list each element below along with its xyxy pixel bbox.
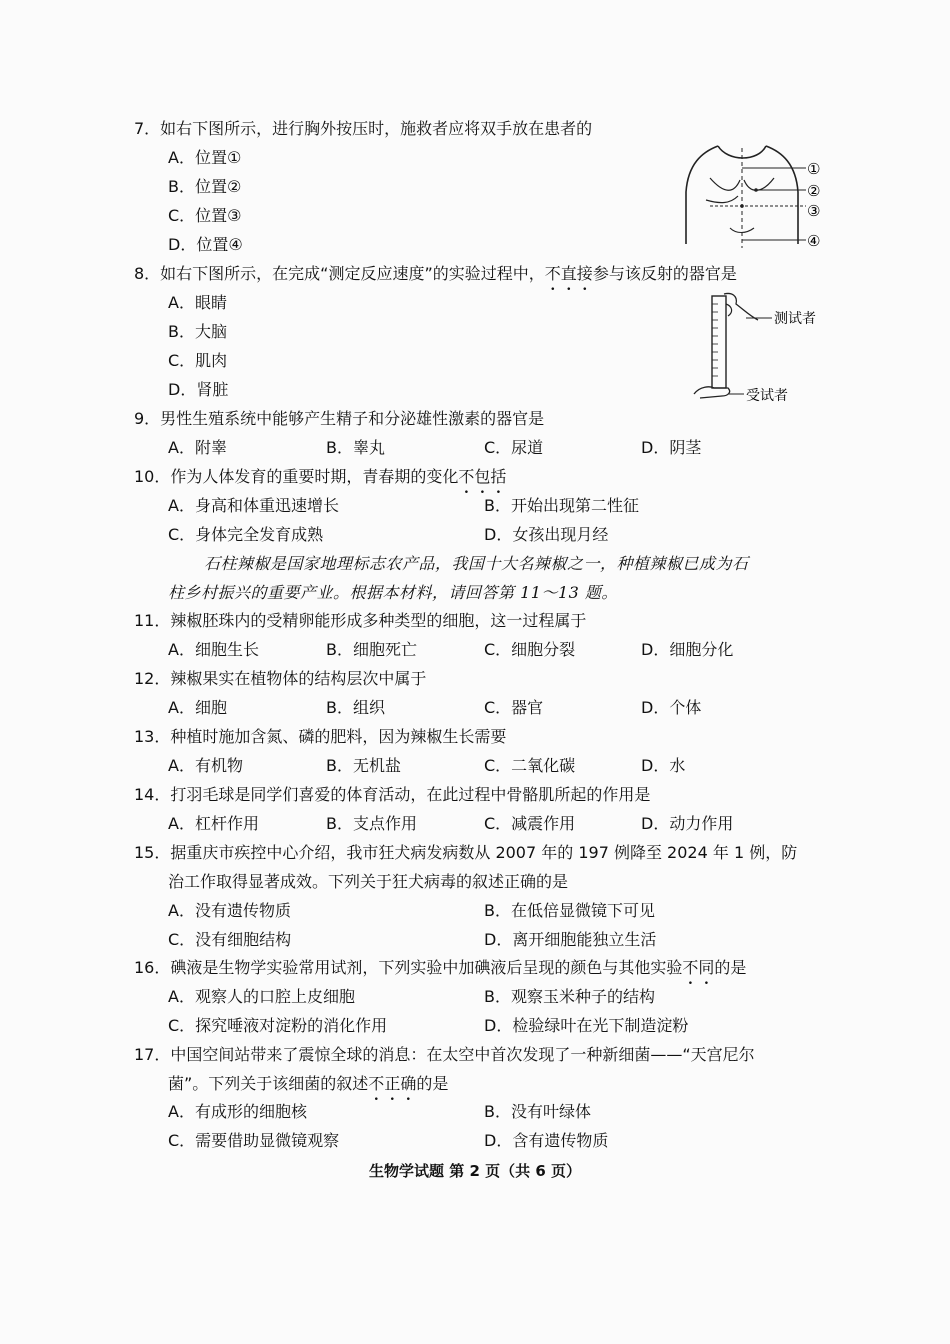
- question-10-option-c: C．身体完全发育成熟: [168, 525, 324, 544]
- figure-label-tester: 测试者: [774, 311, 816, 327]
- question-17-option-b: B．没有叶绿体: [484, 1102, 591, 1121]
- question-16-option-d: D．检验绿叶在光下制造淀粉: [484, 1016, 689, 1035]
- question-15-option-a: A．没有遗传物质: [168, 901, 291, 920]
- passage-line-2: 柱乡村振兴的重要产业。根据本材料，请回答第 11～13 题。: [168, 583, 618, 602]
- question-16-option-c: C．探究唾液对淀粉的消化作用: [168, 1016, 388, 1035]
- question-8-option-b: B．大脑: [168, 322, 227, 341]
- question-7-option-b: B．位置②: [168, 177, 242, 196]
- question-17-stem-line-2: 菌”。下列关于该细菌的叙述不正确的是: [168, 1074, 449, 1093]
- figure-label-4: ④: [807, 232, 821, 250]
- question-15-option-b: B．在低倍显微镜下可见: [484, 901, 655, 920]
- question-17-option-a: A．有成形的细胞核: [168, 1102, 307, 1121]
- question-13-stem: 13．种植时施加含氮、磷的肥料，因为辣椒生长需要: [134, 727, 507, 746]
- figure-label-3: ③: [807, 202, 821, 220]
- question-16-option-a: A．观察人的口腔上皮细胞: [168, 987, 355, 1006]
- question-14-stem: 14．打羽毛球是同学们喜爱的体育活动，在此过程中骨骼肌所起的作用是: [134, 785, 651, 804]
- question-9-option-b: B．睾丸: [326, 438, 385, 457]
- question-8-option-c: C．肌肉: [168, 351, 228, 370]
- question-13-option-c: C．二氧化碳: [484, 756, 576, 775]
- question-16-option-b: B．观察玉米种子的结构: [484, 987, 655, 1006]
- question-8-option-a: A．眼睛: [168, 293, 227, 312]
- question-9-stem: 9．男性生殖系统中能够产生精子和分泌雄性激素的器官是: [134, 409, 545, 428]
- question-14-option-c: C．减震作用: [484, 814, 576, 833]
- question-11-option-c: C．细胞分裂: [484, 640, 576, 659]
- question-14-option-b: B．支点作用: [326, 814, 417, 833]
- reaction-ruler-figure: [688, 290, 828, 406]
- question-10-option-d: D．女孩出现月经: [484, 525, 609, 544]
- question-7-option-d: D．位置④: [168, 235, 243, 254]
- figure-label-2: ②: [807, 182, 821, 200]
- question-8-stem: 8．如右下图所示，在完成“测定反应速度”的实验过程中，不直接参与该反射的器官是: [134, 264, 737, 283]
- question-17-option-d: D．含有遗传物质: [484, 1131, 609, 1150]
- question-10-stem: 10．作为人体发育的重要时期，青春期的变化不包括: [134, 467, 507, 486]
- question-11-option-b: B．细胞死亡: [326, 640, 417, 659]
- question-11-option-a: A．细胞生长: [168, 640, 259, 659]
- question-14-option-a: A．杠杆作用: [168, 814, 259, 833]
- figure-label-1: ①: [807, 160, 821, 178]
- figure-label-subject: 受试者: [746, 388, 788, 404]
- chest-compression-figure: [680, 144, 830, 252]
- question-16-stem: 16．碘液是生物学实验常用试剂，下列实验中加碘液后呈现的颜色与其他实验不同的是: [134, 958, 747, 977]
- question-13-option-a: A．有机物: [168, 756, 243, 775]
- page-footer: 生物学试题 第 2 页（共 6 页）: [369, 1162, 581, 1180]
- question-11-option-d: D．细胞分化: [641, 640, 734, 659]
- question-13-option-b: B．无机盐: [326, 756, 401, 775]
- question-8-option-d: D．肾脏: [168, 380, 229, 399]
- question-13-option-d: D．水: [641, 756, 686, 775]
- question-15-stem-line-2: 治工作取得显著成效。下列关于狂犬病毒的叙述正确的是: [168, 872, 569, 891]
- question-12-option-a: A．细胞: [168, 698, 227, 717]
- question-15-option-d: D．离开细胞能独立生活: [484, 930, 657, 949]
- question-15-option-c: C．没有细胞结构: [168, 930, 292, 949]
- question-15-stem-line-1: 15．据重庆市疾控中心介绍，我市狂犬病发病数从 2007 年的 197 例降至 2024 年 1 例，防: [134, 843, 798, 862]
- question-9-option-d: D．阴茎: [641, 438, 702, 457]
- question-14-option-d: D．动力作用: [641, 814, 734, 833]
- question-9-option-a: A．附睾: [168, 438, 227, 457]
- question-17-option-c: C．需要借助显微镜观察: [168, 1131, 340, 1150]
- question-10-option-b: B．开始出现第二性征: [484, 496, 639, 515]
- question-10-option-a: A．身高和体重迅速增长: [168, 496, 339, 515]
- question-12-stem: 12．辣椒果实在植物体的结构层次中属于: [134, 669, 427, 688]
- question-7-stem: 7．如右下图所示，进行胸外按压时，施救者应将双手放在患者的: [134, 119, 593, 138]
- question-7-option-a: A．位置①: [168, 148, 242, 167]
- question-12-option-c: C．器官: [484, 698, 544, 717]
- question-11-stem: 11．辣椒胚珠内的受精卵能形成多种类型的细胞，这一过程属于: [134, 611, 587, 630]
- question-12-option-d: D．个体: [641, 698, 702, 717]
- question-9-option-c: C．尿道: [484, 438, 544, 457]
- question-17-stem-line-1: 17．中国空间站带来了震惊全球的消息：在太空中首次发现了一种新细菌——“天宫尼尔: [134, 1045, 755, 1064]
- question-12-option-b: B．组织: [326, 698, 385, 717]
- question-7-option-c: C．位置③: [168, 206, 242, 225]
- passage-line-1: 石柱辣椒是国家地理标志农产品，我国十大名辣椒之一，种植辣椒已成为石: [204, 554, 749, 573]
